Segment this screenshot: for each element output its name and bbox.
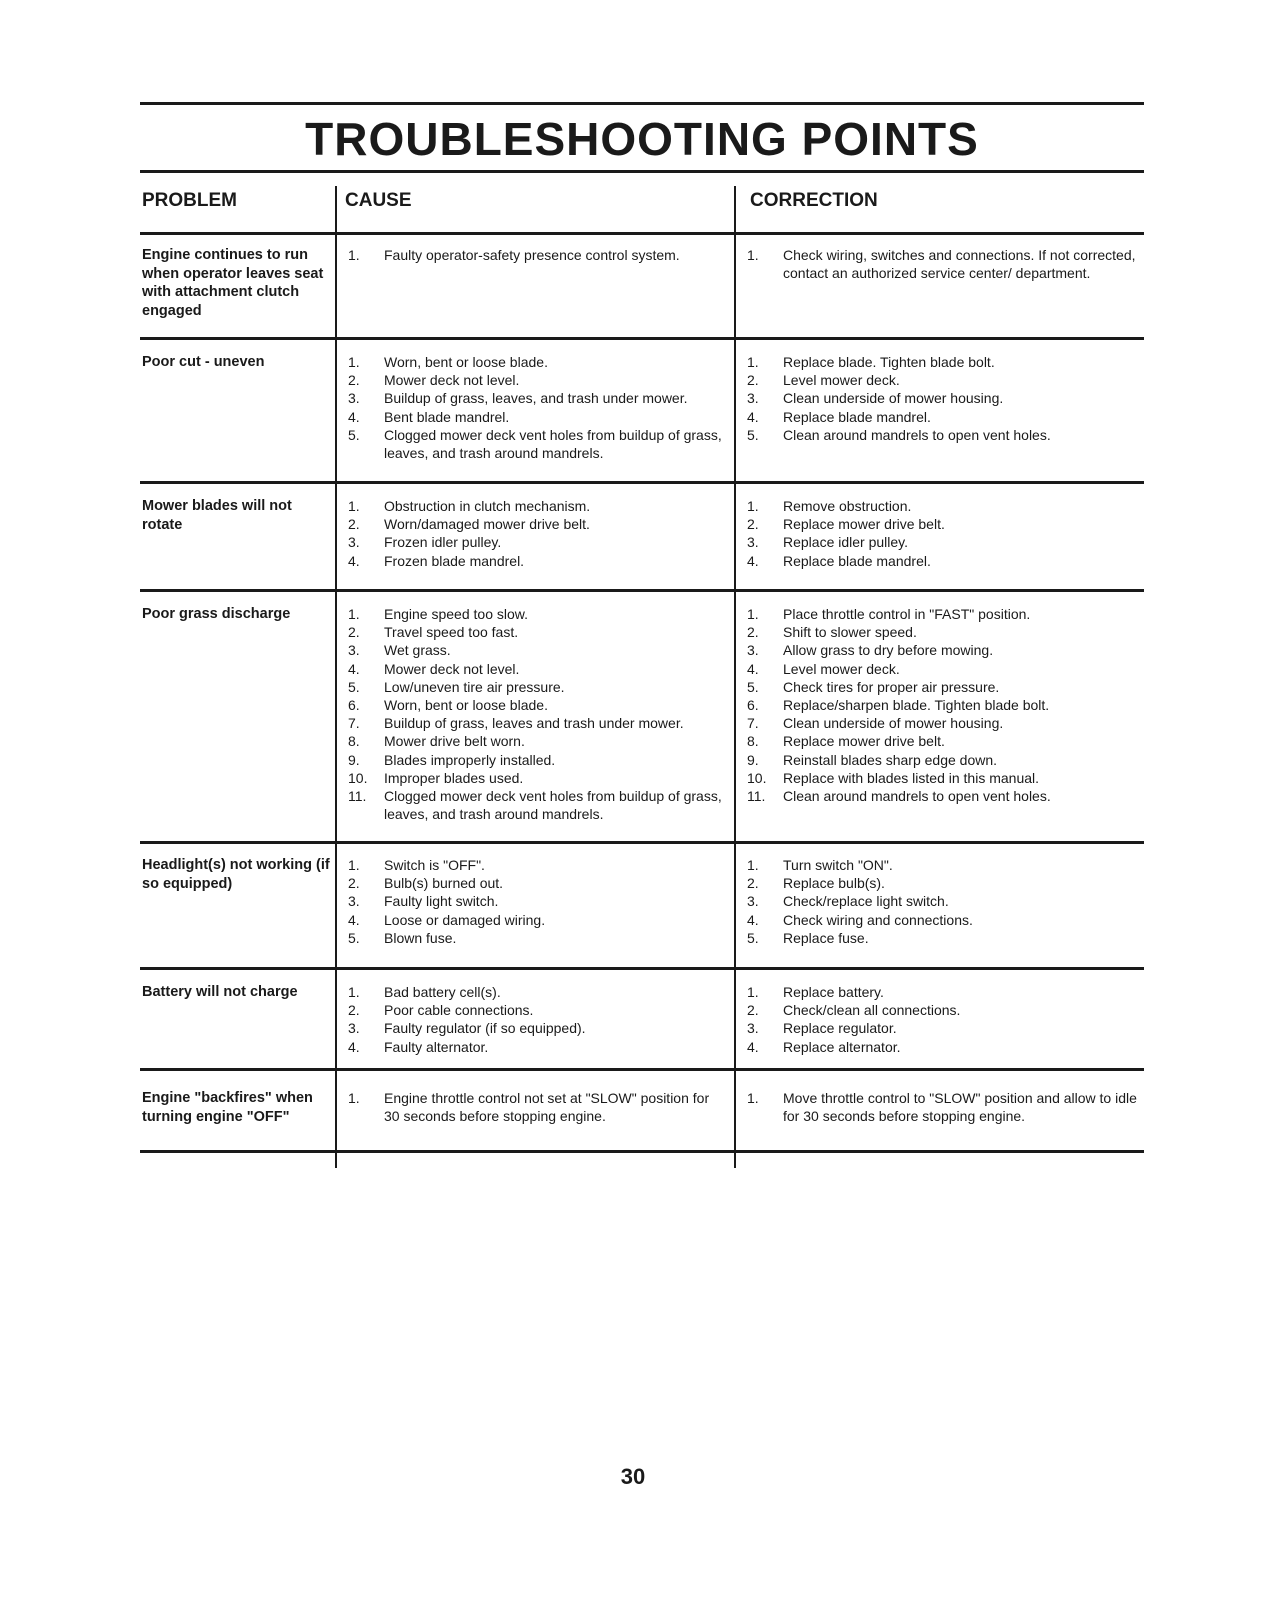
cause-text: Bent blade mandrel. [384,408,510,425]
cause-list [348,1089,728,1125]
page-number: 30 [620,1464,646,1489]
cause-text: Frozen blade mandrel. [384,552,525,569]
correction-number: 3. [747,642,759,659]
cause-text: Travel speed too fast. [384,624,519,641]
cause-list [348,605,728,823]
cause-text: Engine throttle control not set at "SLOW" position for 30 seconds before stopping engine. [384,1090,710,1125]
correction-number: 1. [747,498,759,514]
correction-number: 1. [747,606,759,622]
correction-item [747,787,1137,805]
correction-number: 4. [747,911,759,928]
correction-text: Remove obstruction. [783,498,912,514]
cause-text: Worn, bent or loose blade. [384,354,548,370]
cause-item [348,1001,728,1019]
correction-text: Replace mower drive belt. [783,516,945,533]
cause-item [348,732,728,750]
correction-text: Clean underside of mower housing. [783,715,1004,732]
cause-number: 4. [348,552,360,569]
cause-number: 1. [348,857,360,873]
correction-item [747,751,1137,769]
cause-number: 2. [348,1002,360,1019]
cause-list [348,497,728,570]
page-title: TROUBLESHOOTING POINTS [305,113,979,165]
correction-number: 1. [747,247,759,263]
correction-text: Replace mower drive belt. [783,733,945,750]
correction-number: 2. [747,624,759,641]
correction-number: 8. [747,733,759,750]
correction-item [747,874,1137,892]
problem-text: Mower blades will not rotate [142,498,292,533]
correction-item [747,497,1137,515]
cause-number: 11. [348,788,367,805]
correction-number: 5. [747,426,759,443]
cause-item [348,641,728,659]
correction-number: 9. [747,751,759,768]
cause-number: 3. [348,642,360,659]
cause-item [348,660,728,678]
cause-number: 6. [348,697,360,714]
correction-item [747,892,1137,910]
table-bottom-rule [140,1150,1144,1153]
correction-item [747,641,1137,659]
cause-item [348,874,728,892]
cause-item [348,929,728,947]
header-cause: CAUSE [345,190,412,211]
problem-text: Headlight(s) not working (if so equipped) [142,857,330,892]
correction-text: Level mower deck. [783,660,900,677]
correction-list [747,497,1137,570]
cause-item [348,714,728,732]
cause-text: Worn, bent or loose blade. [384,697,548,714]
correction-text: Replace/sharpen blade. Tighten blade bolt. [783,697,1050,714]
correction-item [747,246,1137,282]
title-bottom-rule [140,170,1144,173]
correction-item [747,911,1137,929]
cause-text: Buildup of grass, leaves and trash under mower. [384,715,684,732]
correction-number: 1. [747,1090,759,1106]
cause-number: 8. [348,733,360,750]
correction-item [747,769,1137,787]
correction-number: 2. [747,372,759,389]
correction-item [747,389,1137,407]
correction-list [747,605,1137,805]
correction-text: Check tires for proper air pressure. [783,678,1000,695]
correction-number: 2. [747,875,759,892]
cause-text: Switch is "OFF". [384,857,485,873]
correction-item [747,929,1137,947]
correction-item [747,408,1137,426]
cause-number: 5. [348,426,360,443]
cause-text: Mower deck not level. [384,372,520,389]
correction-number: 7. [747,715,759,732]
correction-text: Replace blade mandrel. [783,408,931,425]
correction-number: 6. [747,697,759,714]
correction-number: 4. [747,552,759,569]
cause-list [348,246,728,264]
correction-item [747,660,1137,678]
cause-item [348,678,728,696]
correction-list [747,983,1137,1056]
column-divider-cause [335,186,337,1168]
correction-text: Shift to slower speed. [783,624,917,641]
correction-text: Replace blade mandrel. [783,552,931,569]
cause-item [348,751,728,769]
correction-number: 11. [747,788,766,805]
cause-number: 2. [348,372,360,389]
correction-number: 2. [747,516,759,533]
cause-text: Buildup of grass, leaves, and trash under mower. [384,390,688,407]
cause-number: 4. [348,660,360,677]
correction-list [747,353,1137,444]
correction-text: Check/replace light switch. [783,893,949,910]
cause-number: 1. [348,354,360,370]
cause-item [348,1038,728,1056]
correction-list [747,246,1137,282]
cause-text: Clogged mower deck vent holes from buildup of grass, leaves, and trash around mandrels. [384,788,722,823]
header-correction: CORRECTION [750,190,878,211]
cause-number: 3. [348,893,360,910]
cause-text: Faulty light switch. [384,893,499,910]
correction-item [747,605,1137,623]
cause-text: Poor cable connections. [384,1002,534,1019]
correction-number: 3. [747,893,759,910]
correction-item [747,678,1137,696]
correction-item [747,983,1137,1001]
correction-number: 3. [747,1020,759,1037]
correction-text: Replace with blades listed in this manual. [783,769,1040,786]
cause-text: Loose or damaged wiring. [384,911,546,928]
correction-text: Place throttle control in "FAST" position. [783,606,1031,622]
correction-text: Level mower deck. [783,372,900,389]
correction-text: Check wiring, switches and connections. If not corrected, contact an authorized service center/ department. [783,247,1136,282]
correction-item [747,1089,1137,1125]
correction-number: 1. [747,984,759,1000]
cause-text: Worn/damaged mower drive belt. [384,516,590,533]
cause-number: 10. [348,769,368,786]
cause-item [348,371,728,389]
correction-item [747,714,1137,732]
correction-number: 5. [747,678,759,695]
cause-text: Engine speed too slow. [384,606,528,622]
problem-text: Poor grass discharge [142,606,291,622]
correction-number: 4. [747,408,759,425]
correction-item [747,552,1137,570]
cause-item [348,787,728,823]
correction-number: 5. [747,929,759,946]
cause-number: 5. [348,678,360,695]
cause-item [348,389,728,407]
cause-number: 3. [348,1020,360,1037]
correction-item [747,371,1137,389]
cause-number: 7. [348,715,360,732]
cause-number: 9. [348,751,360,768]
cause-text: Obstruction in clutch mechanism. [384,498,591,514]
row-separator [140,967,1144,970]
correction-number: 3. [747,534,759,551]
correction-item [747,515,1137,533]
cause-number: 1. [348,247,360,263]
correction-text: Clean underside of mower housing. [783,390,1004,407]
cause-number: 1. [348,1090,360,1106]
correction-text: Replace blade. Tighten blade bolt. [783,354,995,370]
cause-text: Bad battery cell(s). [384,984,501,1000]
cause-number: 4. [348,911,360,928]
cause-item [348,623,728,641]
correction-text: Turn switch "ON". [783,857,893,873]
correction-item [747,426,1137,444]
cause-text: Bulb(s) burned out. [384,875,504,892]
correction-text: Move throttle control to "SLOW" position and allow to idle for 30 seconds before stopping engine. [783,1090,1137,1125]
correction-list [747,856,1137,947]
correction-item [747,1001,1137,1019]
cause-item [348,515,728,533]
correction-list [747,1089,1137,1125]
correction-text: Replace fuse. [783,929,869,946]
correction-text: Replace alternator. [783,1038,901,1055]
cause-number: 1. [348,606,360,622]
correction-number: 4. [747,1038,759,1055]
cause-item [348,533,728,551]
cause-item [348,605,728,623]
cause-item [348,552,728,570]
title-top-rule [140,102,1144,105]
row-separator [140,232,1144,235]
row-separator [140,481,1144,484]
cause-text: Blades improperly installed. [384,751,556,768]
cause-text: Faulty alternator. [384,1038,489,1055]
cause-text: Faulty operator-safety presence control system. [384,247,680,263]
correction-number: 1. [747,354,759,370]
cause-number: 5. [348,929,360,946]
cause-item [348,426,728,462]
correction-text: Check/clean all connections. [783,1002,961,1019]
cause-list [348,983,728,1056]
correction-item [747,623,1137,641]
cause-text: Improper blades used. [384,769,524,786]
correction-text: Replace bulb(s). [783,875,885,892]
correction-item [747,353,1137,371]
cause-item [348,696,728,714]
correction-text: Replace battery. [783,984,884,1000]
cause-item [348,408,728,426]
cause-item [348,856,728,874]
correction-text: Clean around mandrels to open vent holes. [783,788,1051,805]
cause-list [348,353,728,462]
correction-number: 3. [747,390,759,407]
correction-number: 4. [747,660,759,677]
cause-item [348,246,728,264]
row-separator [140,337,1144,340]
problem-text: Battery will not charge [142,984,298,1000]
correction-text: Replace idler pulley. [783,534,909,551]
problem-text: Poor cut - uneven [142,354,265,370]
cause-number: 2. [348,516,360,533]
correction-text: Check wiring and connections. [783,911,973,928]
cause-number: 2. [348,875,360,892]
cause-number: 3. [348,390,360,407]
row-separator [140,1068,1144,1071]
cause-text: Wet grass. [384,642,451,659]
cause-item [348,892,728,910]
cause-item [348,769,728,787]
correction-text: Replace regulator. [783,1020,897,1037]
correction-number: 10. [747,769,767,786]
row-separator [140,589,1144,592]
column-divider-correction [734,186,736,1168]
correction-text: Allow grass to dry before mowing. [783,642,994,659]
cause-item [348,353,728,371]
correction-item [747,1019,1137,1037]
cause-text: Mower drive belt worn. [384,733,525,750]
cause-number: 1. [348,498,360,514]
problem-text: Engine continues to run when operator leaves seat with attachment clutch engaged [142,247,324,319]
cause-text: Mower deck not level. [384,660,520,677]
cause-list [348,856,728,947]
problem-text: Engine "backfires" when turning engine "OFF" [142,1090,313,1125]
row-separator [140,841,1144,844]
cause-text: Low/uneven tire air pressure. [384,678,565,695]
cause-item [348,1019,728,1037]
cause-item [348,983,728,1001]
cause-number: 4. [348,1038,360,1055]
cause-item [348,911,728,929]
cause-text: Blown fuse. [384,929,457,946]
cause-item [348,497,728,515]
correction-text: Reinstall blades sharp edge down. [783,751,998,768]
correction-item [747,856,1137,874]
correction-item [747,732,1137,750]
cause-number: 1. [348,984,360,1000]
correction-item [747,696,1137,714]
cause-number: 3. [348,534,360,551]
cause-item [348,1089,728,1125]
correction-text: Clean around mandrels to open vent holes. [783,426,1051,443]
correction-item [747,533,1137,551]
correction-number: 1. [747,857,759,873]
cause-text: Clogged mower deck vent holes from buildup of grass, leaves, and trash around mandrels. [384,426,722,462]
header-problem: PROBLEM [142,190,237,211]
cause-number: 4. [348,408,360,425]
cause-text: Frozen idler pulley. [384,534,502,551]
correction-item [747,1038,1137,1056]
correction-number: 2. [747,1002,759,1019]
cause-text: Faulty regulator (if so equipped). [384,1020,586,1037]
cause-number: 2. [348,624,360,641]
